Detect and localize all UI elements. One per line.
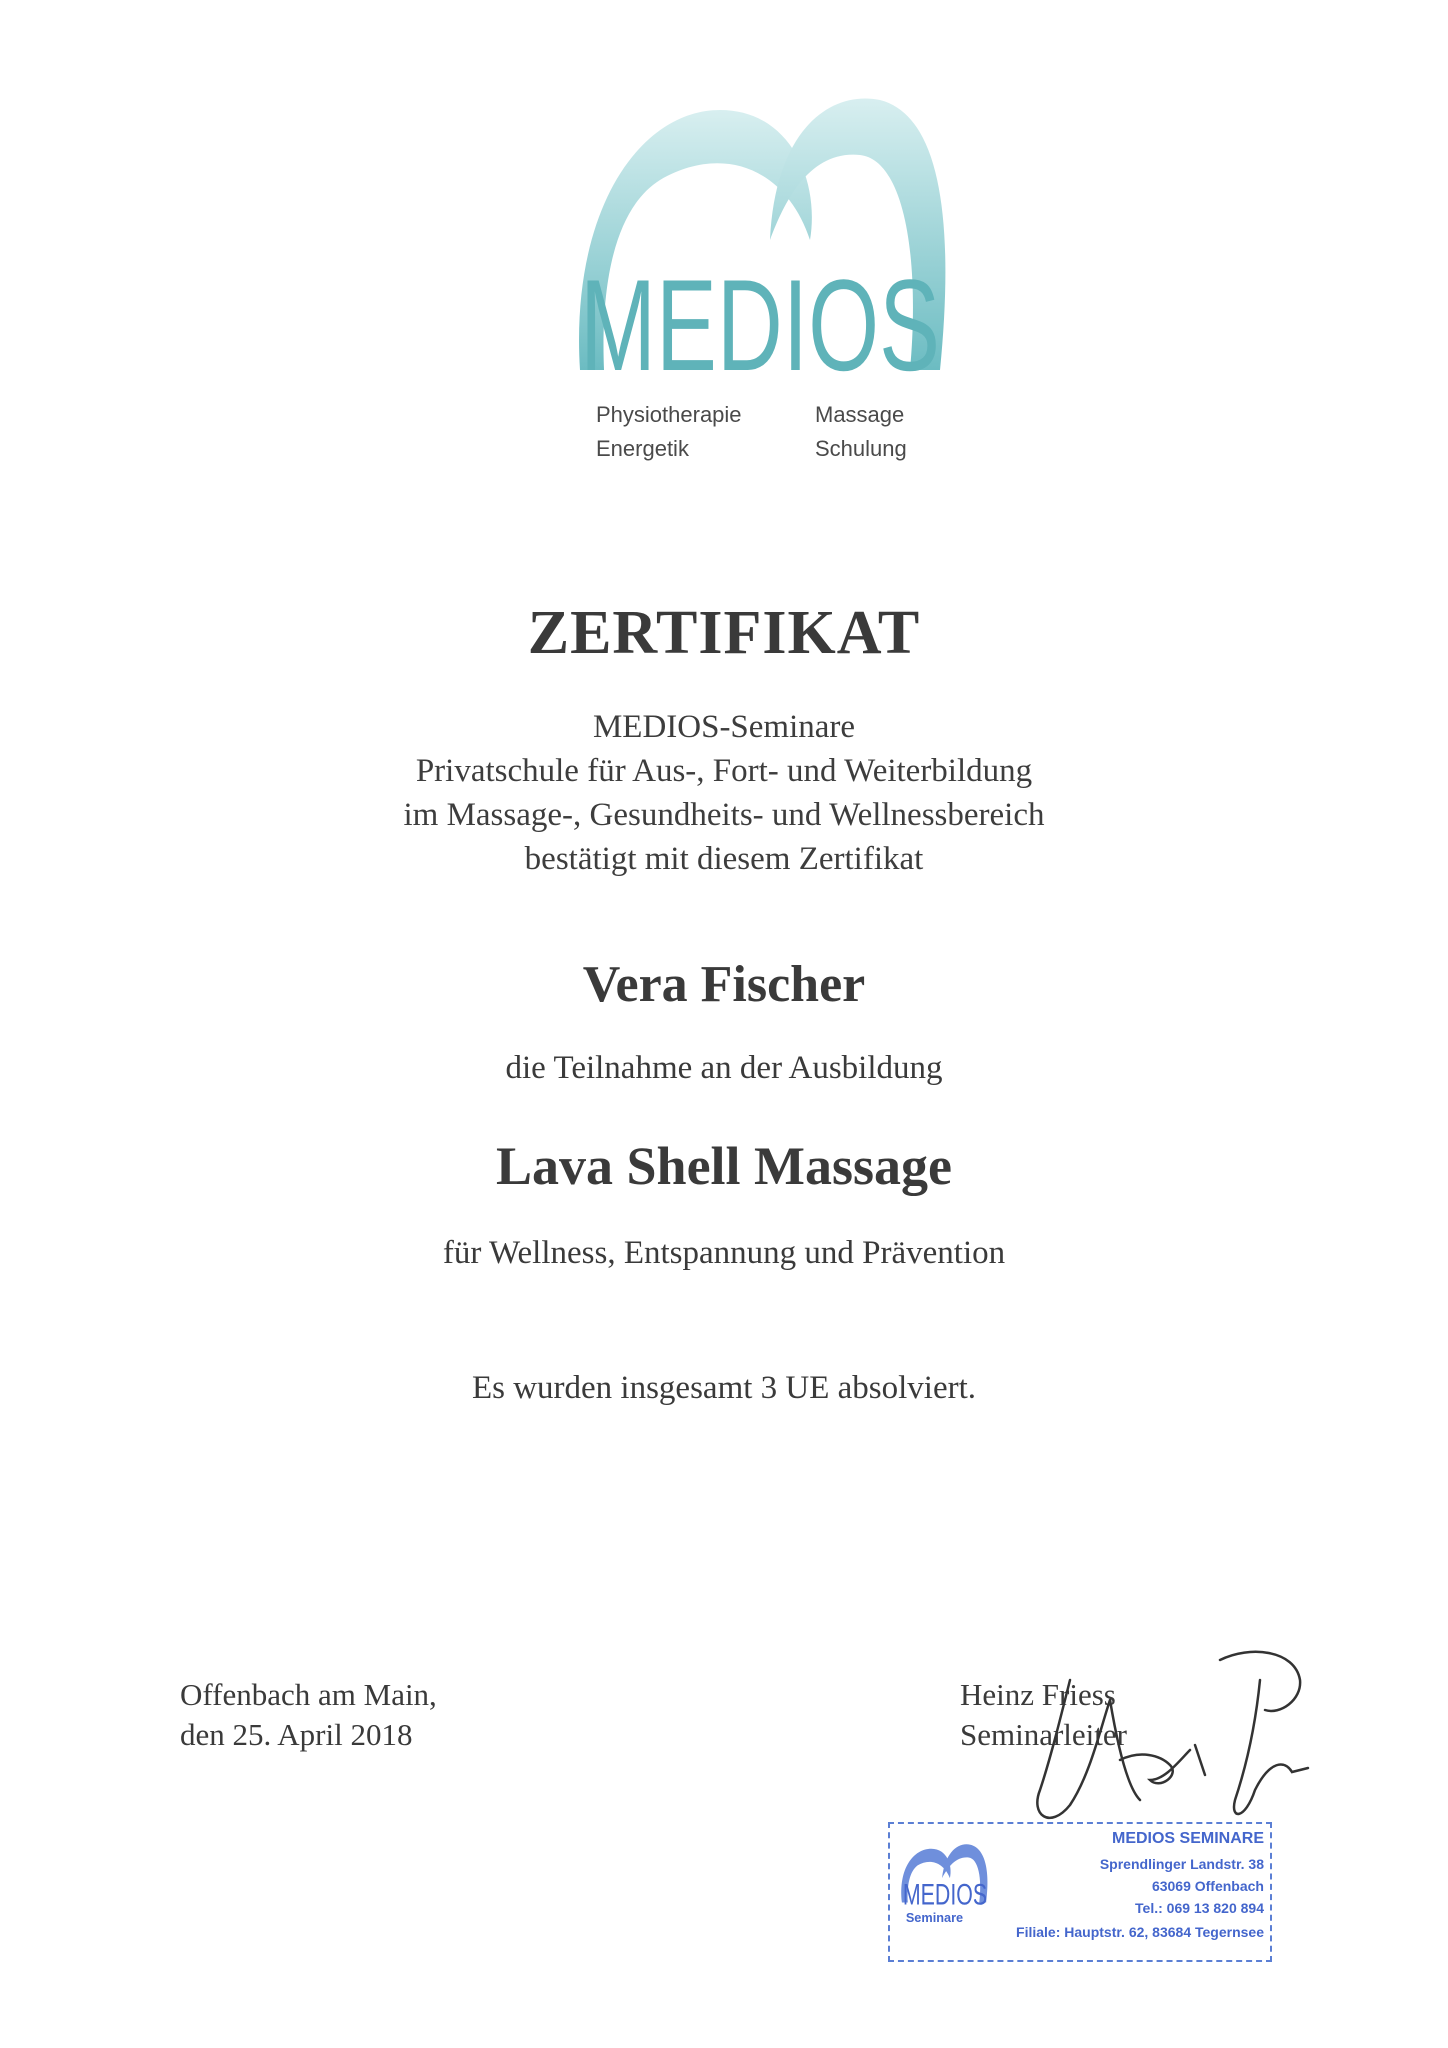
logo-tagline-energetik: Energetik [596,436,689,461]
signer-role: Seminarleiter [960,1717,1127,1752]
stamp-company-name: MEDIOS SEMINARE [1111,1830,1264,1847]
logo-brand: MEDIOS [580,252,940,398]
signer-name: Heinz Friess [960,1677,1116,1712]
certificate-intro [0,705,1448,881]
intro-line: bestätigt mit diesem Zertifikat [524,841,924,877]
stamp-street: Sprendlinger Landstr. 38 [1099,1856,1264,1872]
course-title: Lava Shell Massage [495,1136,953,1196]
date-text: den 25. April 2018 [180,1717,413,1752]
participation-text: die Teilnahme an der Ausbildung [505,1050,943,1086]
place-date [180,1675,437,1755]
stamp-logo [896,1834,994,1928]
stamp-city: 63069 Offenbach [1151,1878,1264,1894]
units-text: Es wurden insgesamt 3 UE absolviert. [471,1370,977,1406]
logo-tagline-right [815,398,907,466]
certificate-title: ZERTIFIKAT [527,599,921,667]
stamp-brand: MEDIOS [902,1878,988,1912]
intro-line: MEDIOS-Seminare [592,709,856,745]
logo-tagline-left [596,398,742,466]
recipient-name: Vera Fischer [582,956,866,1013]
handwritten-signature [1030,1640,1310,1850]
company-stamp [888,1822,1272,1962]
logo-tagline-physiotherapie: Physiotherapie [596,402,742,427]
logo-tagline-schulung: Schulung [815,436,907,461]
stamp-branch: Filiale: Hauptstr. 62, 83684 Tegernsee [1016,1924,1264,1940]
course-subtitle: für Wellness, Entspannung und Prävention [442,1235,1006,1271]
stamp-phone: Tel.: 069 13 820 894 [1135,1900,1264,1916]
place-text: Offenbach am Main, [180,1677,437,1712]
stamp-sub: Seminare [905,1910,964,1926]
intro-line: Privatschule für Aus-, Fort- und Weiterbildung [415,753,1033,789]
logo-tagline-massage: Massage [815,402,905,427]
intro-line: im Massage-, Gesundheits- und Wellnessbereich [403,797,1045,833]
